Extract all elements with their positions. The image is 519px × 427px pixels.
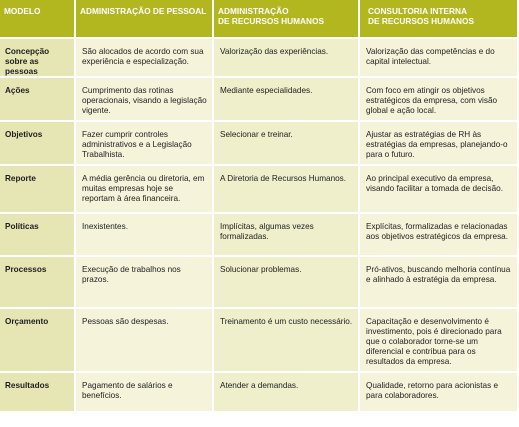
- cell-consultoria-interna: Pró-ativos, buscando melhoria contínua e alinhado à estratégia da empresa.: [360, 257, 519, 309]
- cell-administracao-rh: Atender a demandas.: [214, 373, 360, 413]
- cell-administracao-rh: Treinamento é um custo necessário.: [214, 309, 360, 373]
- table-header-row: [0, 0, 519, 39]
- table-row: [0, 78, 519, 122]
- cell-administracao-pessoal: Pessoas são despesas.: [76, 309, 214, 373]
- cell-consultoria-interna: Explícitas, formalizadas e relacionadas aos objetivos estratégicos da empresa.: [360, 214, 519, 257]
- header-administracao-pessoal: ADMINISTRAÇÃO DE PESSOAL: [76, 0, 214, 39]
- cell-consultoria-interna: Ajustar as estratégias de RH às estratégias da empresas, planejando-o para o futuro.: [360, 122, 519, 166]
- cell-consultoria-interna: Com foco em atingir os objetivos estratégicos da empresa, com visão global e ação local.: [360, 78, 519, 122]
- cell-administracao-rh: Implícitas, algumas vezes formalizadas.: [214, 214, 360, 257]
- cell-administracao-pessoal: Execução de trabalhos nos prazos.: [76, 257, 214, 309]
- cell-administracao-rh: Selecionar e treinar.: [214, 122, 360, 166]
- cell-consultoria-interna: Capacitação e desenvolvimento é investimento, pois é direcionado para que o colaborador torne-se um diferencial e contribua para os resultados da empresa.: [360, 309, 519, 373]
- cell-administracao-rh: A Diretoria de Recursos Humanos.: [214, 166, 360, 214]
- row-label: Resultados: [0, 373, 76, 413]
- row-label: Políticas: [0, 214, 76, 257]
- cell-administracao-pessoal: Pagamento de salários e benefícios.: [76, 373, 214, 413]
- header-modelo: MODELO: [0, 0, 76, 39]
- table-row: [0, 166, 519, 214]
- cell-administracao-rh: Mediante especialidades.: [214, 78, 360, 122]
- table-row: [0, 257, 519, 309]
- cell-consultoria-interna: Qualidade, retorno para acionistas e para colaboradores.: [360, 373, 519, 413]
- cell-administracao-pessoal: A média gerência ou diretoria, em muitas empresas hoje se reportam à área financeira.: [76, 166, 214, 214]
- cell-administracao-pessoal: Fazer cumprir controles administrativos e a Legislação Trabalhista.: [76, 122, 214, 166]
- cell-administracao-pessoal: São alocados de acordo com sua experiência e especialização.: [76, 39, 214, 78]
- row-label: Concepção sobre as pessoas: [0, 39, 76, 78]
- table-row: [0, 309, 519, 373]
- table-row: [0, 39, 519, 78]
- cell-consultoria-interna: Valorização das competências e do capital intelectual.: [360, 39, 519, 78]
- row-label: Processos: [0, 257, 76, 309]
- row-label: Objetivos: [0, 122, 76, 166]
- header-consultoria-interna: CONSULTORIA INTERNA DE RECURSOS HUMANOS: [360, 0, 519, 39]
- table-row: [0, 214, 519, 257]
- table-row: [0, 122, 519, 166]
- cell-administracao-rh: Solucionar problemas.: [214, 257, 360, 309]
- row-label: Reporte: [0, 166, 76, 214]
- row-label: Ações: [0, 78, 76, 122]
- cell-administracao-rh: Valorização das experiências.: [214, 39, 360, 78]
- cell-administracao-pessoal: Cumprimento das rotinas operacionais, visando a legislação vigente.: [76, 78, 214, 122]
- header-administracao-rh: ADMINISTRAÇÃO DE RECURSOS HUMANOS: [214, 0, 360, 39]
- cell-administracao-pessoal: Inexistentes.: [76, 214, 214, 257]
- row-label: Orçamento: [0, 309, 76, 373]
- table-row: [0, 373, 519, 413]
- cell-consultoria-interna: Ao principal executivo da empresa, visando facilitar a tomada de decisão.: [360, 166, 519, 214]
